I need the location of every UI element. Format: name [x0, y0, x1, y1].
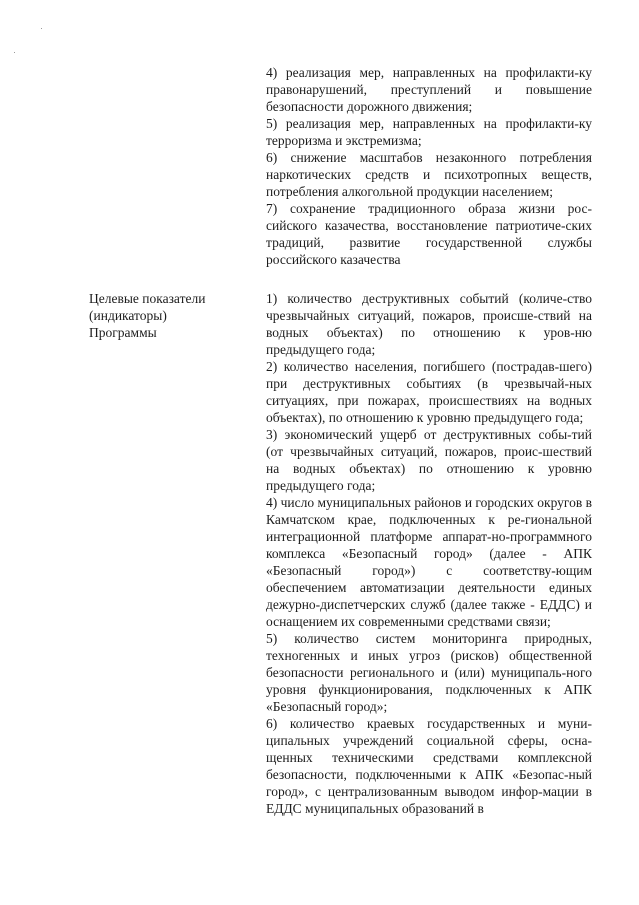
- goals-continued-cell: [266, 64, 592, 268]
- goal-item-4: 4) реализация мер, направленных на профилакти-ку правонарушений, преступлений и повышение безопасности дорожного движения;: [266, 65, 592, 114]
- goal-item-7: 7) сохранение традиционного образа жизни рос-сийского казачества, восстановление патриотиче-ских традиций, развитие государственной службы российского казачества: [266, 201, 592, 267]
- indicator-item-6: 6) количество краевых государственных и муни-ципальных учреждений социальной сферы, осна-щенных техническими средствами комплексной безопасности, подключенными к АПК «Безопас-ный город», с централизованным выводом инфор-мации в ЕДДС муниципальных образований в: [266, 716, 592, 816]
- goal-item-6: 6) снижение масштабов незаконного потребления наркотических средств и психотропных веществ, потребления алкогольной продукции населением;: [266, 150, 592, 199]
- indicators-label-line-1: Целевые показатели: [89, 291, 206, 306]
- indicator-item-5: 5) количество систем мониторинга природных, техногенных и иных угроз (рисков) общественной безопасности регионального и (или) муниципаль-ного уровня функционирования, подключенных к АПК «Безопасный город»;: [266, 631, 592, 714]
- indicators-label-cell: [89, 290, 259, 341]
- indicators-list-cell: [266, 290, 592, 817]
- indicator-item-3: 3) экономический ущерб от деструктивных собы-тий (от чрезвычайных ситуаций, пожаров, проис-шествий на водных объектах) по отношению к уровню предыдущего года;: [266, 427, 592, 493]
- indicators-label-line-3: Программы: [89, 325, 157, 340]
- scan-speck: [14, 52, 15, 53]
- goal-item-5: 5) реализация мер, направленных на профилакти-ку терроризма и экстремизма;: [266, 116, 592, 148]
- scan-speck: [41, 28, 42, 29]
- indicator-item-2: 2) количество населения, погибшего (пострадав-шего) при деструктивных событиях (в чрезвычай-ных ситуациях, при пожарах, происшествиях на водных объектах), по отношению к уровню предыдущего года;: [266, 359, 592, 425]
- indicator-item-1: 1) количество деструктивных событий (количе-ство чрезвычайных ситуаций, пожаров, происше-ствий на водных объектах) по отношению к уров-ню предыдущего года;: [266, 291, 592, 357]
- indicator-item-4: 4) число муниципальных районов и городских округов в Камчатском крае, подключенных к ре-гиональной интеграционной платформе аппарат-но-программного комплекса «Безопасный город» (далее - АПК «Безопасный город») с соответству-ющим обеспечением автоматизации деятельности единых дежурно-диспетчерских служб (далее также - ЕДДС) и оснащением их современными средствами связи;: [266, 495, 592, 629]
- indicators-label-line-2: (индикаторы): [89, 308, 167, 323]
